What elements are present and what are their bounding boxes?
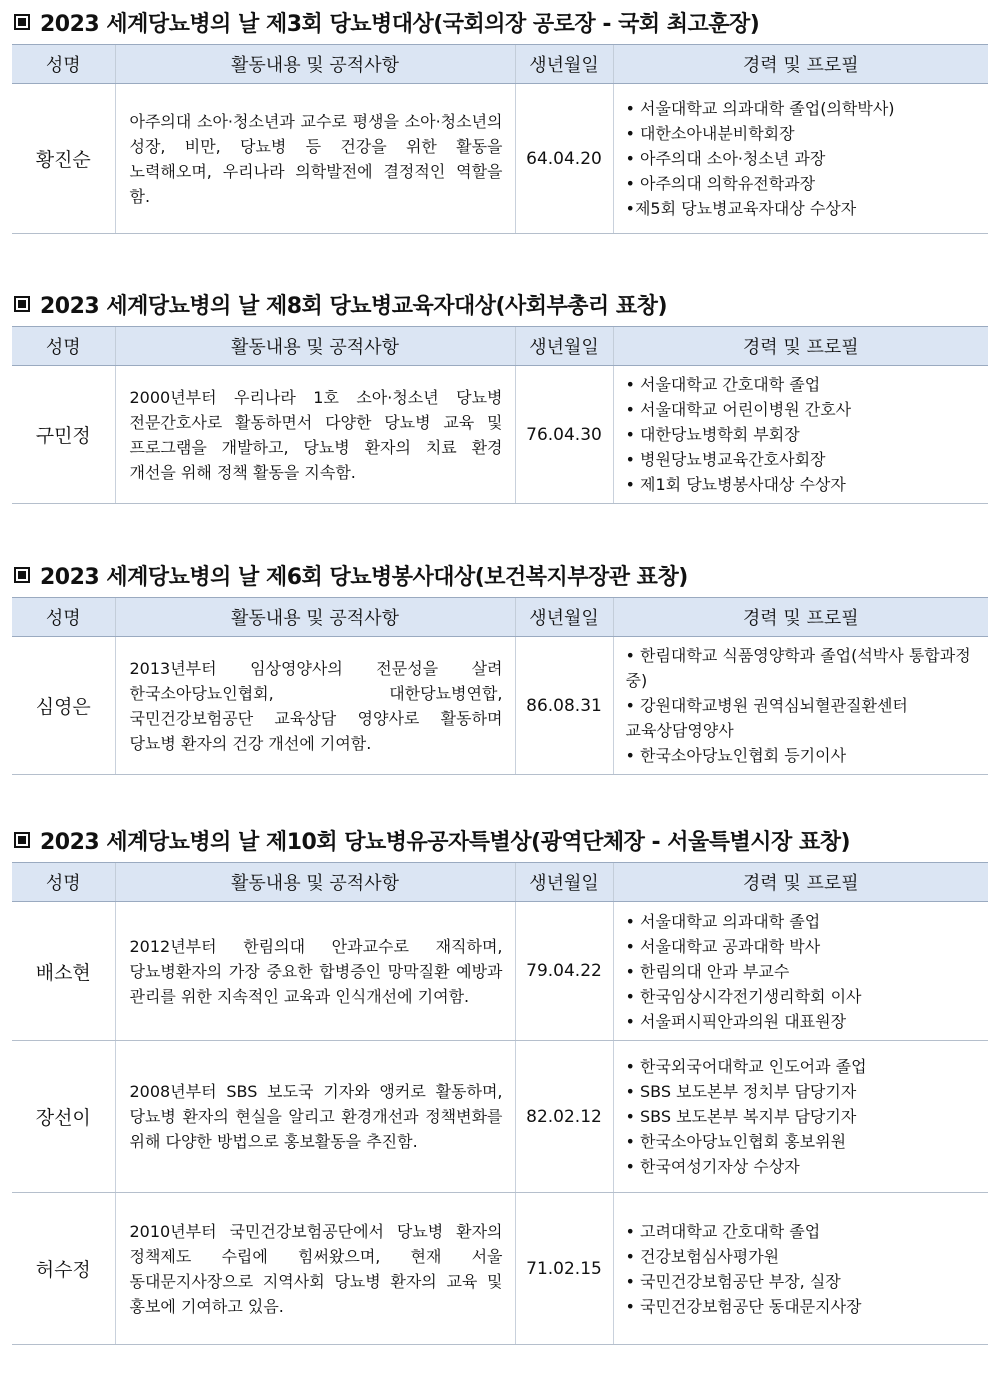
person-name: 황진순 (12, 84, 115, 234)
birth-date: 82.02.12 (515, 1041, 613, 1193)
profile-item: • 서울대학교 공과대학 박사 (625, 936, 821, 956)
award-table (12, 326, 988, 504)
activity-text: 2013년부터 임상영양사의 전문성을 살려 한국소아당뇨인협회, 대한당뇨병연합, 국민건강보험공단 교육상담 영양사로 활동하며 당뇨병 환자의 건강 개선에 기여함. (115, 637, 515, 775)
table-row (12, 366, 988, 504)
section-title (12, 555, 988, 595)
section-title (12, 284, 988, 324)
profile-item: • 병원당뇨병교육간호사회장 (625, 450, 826, 469)
person-name: 허수정 (12, 1193, 115, 1345)
award-table (12, 597, 988, 775)
header-profile: 경력 및 프로필 (613, 327, 988, 366)
square-bullet-icon (14, 296, 30, 312)
table-row (12, 902, 988, 1041)
square-bullet-icon (14, 14, 30, 30)
header-birth: 생년월일 (515, 327, 613, 366)
header-activity: 활동내용 및 공적사항 (115, 45, 515, 84)
profile-item: • 한국임상시각전기생리학회 이사 (625, 986, 862, 1006)
profile-item: • 서울퍼시픽안과의원 대표원장 (625, 1011, 847, 1031)
profile-list (613, 1193, 988, 1345)
profile-item: • 한국소아당뇨인협회 홍보위원 (625, 1132, 847, 1151)
profile-item: • 서울대학교 의과대학 졸업 (625, 911, 821, 931)
header-activity: 활동내용 및 공적사항 (115, 327, 515, 366)
table-row (12, 637, 988, 775)
profile-item: • SBS 보도본부 복지부 담당기자 (625, 1107, 857, 1126)
activity-text: 2008년부터 SBS 보도국 기자와 앵커로 활동하며, 당뇨병 환자의 현실을 알리고 환경개선과 정책변화를 위해 다양한 방법으로 홍보활동을 추진함. (115, 1041, 515, 1193)
header-name: 성명 (12, 863, 115, 902)
birth-date: 86.08.31 (515, 637, 613, 775)
profile-item: • 국민건강보험공단 부장, 실장 (625, 1271, 841, 1291)
profile-item: • 아주의대 의학유전학과장 (625, 174, 816, 193)
header-birth: 생년월일 (515, 863, 613, 902)
activity-text: 2010년부터 국민건강보험공단에서 당뇨병 환자의 정책제도 수립에 힘써왔으며, 현재 서울 동대문지사장으로 지역사회 당뇨병 환자의 교육 및 홍보에 기여하고 있음. (115, 1193, 515, 1345)
section-title (12, 2, 988, 42)
table-row (12, 1193, 988, 1345)
profile-item: • 서울대학교 어린이병원 간호사 (625, 400, 852, 419)
header-profile: 경력 및 프로필 (613, 863, 988, 902)
square-bullet-icon (14, 832, 30, 848)
table-row (12, 1041, 988, 1193)
table-header-row (12, 327, 988, 366)
header-name: 성명 (12, 45, 115, 84)
birth-date: 79.04.22 (515, 902, 613, 1041)
award-table (12, 44, 988, 234)
profile-item: • 한림의대 안과 부교수 (625, 961, 790, 981)
profile-item: • 서울대학교 간호대학 졸업 (625, 375, 821, 394)
person-name: 심영은 (12, 637, 115, 775)
profile-item: • 아주의대 소아·청소년 과장 (625, 149, 826, 168)
award-section-2 (12, 284, 988, 504)
birth-date: 76.04.30 (515, 366, 613, 504)
profile-item: • 한림대학교 식품영양학과 졸업(석박사 통합과정 중) (625, 646, 971, 690)
header-profile: 경력 및 프로필 (613, 598, 988, 637)
award-section-4 (12, 820, 988, 1345)
header-activity: 활동내용 및 공적사항 (115, 863, 515, 902)
header-name: 성명 (12, 598, 115, 637)
section-title-text: 2023 세계당뇨병의 날 제8회 당뇨병교육자대상(사회부총리 표창) (40, 293, 667, 319)
profile-item: •제5회 당뇨병교육자대상 수상자 (625, 199, 857, 218)
profile-list (613, 366, 988, 504)
profile-item: • 고려대학교 간호대학 졸업 (625, 1221, 821, 1241)
section-title (12, 820, 988, 860)
profile-list (613, 84, 988, 234)
profile-item: • 국민건강보험공단 동대문지사장 (625, 1296, 862, 1316)
person-name: 배소현 (12, 902, 115, 1041)
profile-list (613, 1041, 988, 1193)
profile-item: • 강원대학교병원 권역심뇌혈관질환센터 교육상담영양사 (625, 696, 908, 740)
person-name: 장선이 (12, 1041, 115, 1193)
activity-text: 2012년부터 한림의대 안과교수로 재직하며, 당뇨병환자의 가장 중요한 합병증인 망막질환 예방과 관리를 위한 지속적인 교육과 인식개선에 기여함. (115, 902, 515, 1041)
header-birth: 생년월일 (515, 598, 613, 637)
table-header-row (12, 598, 988, 637)
table-header-row (12, 863, 988, 902)
birth-date: 71.02.15 (515, 1193, 613, 1345)
profile-item: • 건강보험심사평가원 (625, 1246, 780, 1266)
profile-item: • 제1회 당뇨병봉사대상 수상자 (625, 475, 846, 494)
table-row (12, 84, 988, 234)
profile-item: • 서울대학교 의과대학 졸업(의학박사) (625, 99, 895, 118)
header-profile: 경력 및 프로필 (613, 45, 988, 84)
section-title-text: 2023 세계당뇨병의 날 제6회 당뇨병봉사대상(보건복지부장관 표창) (40, 564, 688, 590)
award-table (12, 862, 988, 1345)
profile-item: • 한국외국어대학교 인도어과 졸업 (625, 1057, 867, 1076)
profile-item: • SBS 보도본부 정치부 담당기자 (625, 1082, 857, 1101)
activity-text: 2000년부터 우리나라 1호 소아·청소년 당뇨병 전문간호사로 활동하면서 다양한 당뇨병 교육 및 프로그램을 개발하고, 당뇨병 환자의 치료 환경 개선을 위해 정책 활동을 지속함. (115, 366, 515, 504)
header-name: 성명 (12, 327, 115, 366)
profile-item: • 한국소아당뇨인협회 등기이사 (625, 746, 847, 765)
profile-item: • 대한당뇨병학회 부회장 (625, 425, 800, 444)
header-birth: 생년월일 (515, 45, 613, 84)
section-title-text: 2023 세계당뇨병의 날 제10회 당뇨병유공자특별상(광역단체장 - 서울특별시장 표창) (40, 829, 851, 855)
birth-date: 64.04.20 (515, 84, 613, 234)
header-activity: 활동내용 및 공적사항 (115, 598, 515, 637)
activity-text: 아주의대 소아·청소년과 교수로 평생을 소아·청소년의 성장, 비만, 당뇨병 등 건강을 위한 활동을 노력해오며, 우리나라 의학발전에 결정적인 역할을 함. (115, 84, 515, 234)
section-title-text: 2023 세계당뇨병의 날 제3회 당뇨병대상(국회의장 공로장 - 국회 최고훈장) (40, 11, 760, 37)
square-bullet-icon (14, 567, 30, 583)
profile-item: • 한국여성기자상 수상자 (625, 1157, 800, 1176)
award-section-1 (12, 2, 988, 234)
person-name: 구민정 (12, 366, 115, 504)
table-header-row (12, 45, 988, 84)
award-section-3 (12, 555, 988, 775)
profile-list (613, 902, 988, 1041)
profile-item: • 대한소아내분비학회장 (625, 124, 795, 143)
profile-list (613, 637, 988, 775)
